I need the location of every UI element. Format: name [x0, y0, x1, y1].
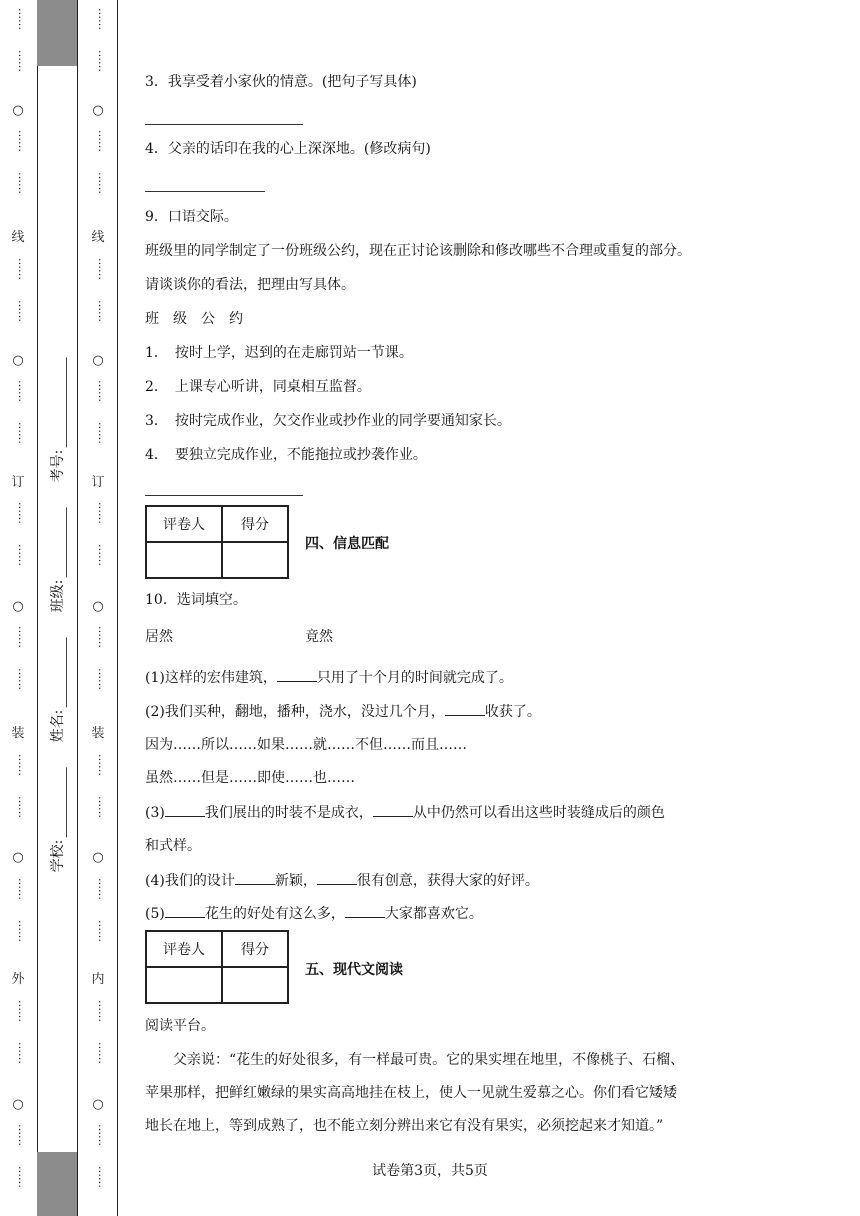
fill-blank[interactable] [165, 903, 205, 918]
pact-item-4: 4． 要独立完成作业，不能拖拉或抄袭作业。 [145, 447, 427, 463]
section-5-title: 五、现代文阅读 [305, 962, 403, 978]
fill-blank[interactable] [373, 802, 413, 817]
sentence-text: 新颖， [274, 873, 317, 889]
dots: …… [96, 1000, 109, 1022]
question-4: 4．父亲的话印在我的心上深深地。(修改病句) [145, 141, 431, 157]
outer-cut-column [8, 0, 28, 1216]
circle-mark: ○ [92, 850, 104, 865]
inner-cut-column [88, 0, 108, 1216]
conjunction-options-1: 因为……所以……如果……就……不但……而且…… [145, 737, 467, 753]
sentence-text: (2)我们买种，翻地，播种，浇水，没过几个月， [145, 704, 445, 720]
binding-line-outer-left [37, 0, 38, 1216]
circle-mark: ○ [92, 353, 104, 368]
dots: …… [16, 754, 29, 776]
dots: …… [16, 1124, 29, 1146]
reading-line-1: 父亲说：“花生的好处很多，有一样最可贵。它的果实埋在地里，不像桃子、石榴、 [173, 1052, 685, 1068]
fill-blank[interactable] [235, 870, 275, 885]
sentence-text: 大家都喜欢它。 [384, 906, 483, 922]
dots: …… [96, 920, 109, 942]
dots: …… [16, 1000, 29, 1022]
dots: …… [96, 502, 109, 524]
dots: …… [16, 626, 29, 648]
sentence-4 [145, 870, 539, 891]
exam-no-blank[interactable] [52, 358, 67, 448]
circle-mark: ○ [92, 103, 104, 118]
dots: …… [96, 300, 109, 322]
name-blank[interactable] [52, 638, 67, 708]
score-header: 得分 [222, 931, 288, 967]
dots: …… [16, 172, 29, 194]
dots: …… [16, 920, 29, 942]
question-9-title: 9．口语交际。 [145, 209, 238, 225]
dots: …… [96, 544, 109, 566]
score-cell [222, 542, 288, 578]
dots: …… [96, 50, 109, 72]
dots: …… [96, 422, 109, 444]
circle-mark: ○ [92, 599, 104, 614]
dots: …… [16, 502, 29, 524]
dots: …… [96, 380, 109, 402]
score-box-section-5 [145, 930, 289, 1004]
binding-line-inner [117, 0, 118, 1216]
dots: …… [16, 380, 29, 402]
pact-item-2: 2． 上课专心听讲，同桌相互监督。 [145, 379, 371, 395]
answer-line-q9[interactable] [145, 495, 303, 496]
question-9-para2: 请谈谈你的看法，把理由写具体。 [145, 277, 355, 293]
dots: …… [16, 878, 29, 900]
dots: …… [96, 1166, 109, 1188]
score-box-section-4 [145, 505, 289, 579]
sentence-2 [145, 701, 541, 722]
circle-mark: ○ [12, 850, 24, 865]
sentence-text: (5) [145, 906, 165, 922]
fill-blank[interactable] [345, 903, 385, 918]
sentence-text: (1)这样的宏伟建筑， [145, 670, 277, 686]
circle-mark: ○ [12, 1097, 24, 1112]
class-label: 班级: [50, 579, 66, 613]
dots: …… [96, 796, 109, 818]
dots: …… [16, 258, 29, 280]
grader-cell [146, 542, 222, 578]
binding-gray-band-top [37, 0, 77, 66]
fill-blank[interactable] [317, 870, 357, 885]
sentence-5 [145, 903, 483, 924]
dots: …… [16, 1166, 29, 1188]
grader-cell [146, 967, 222, 1003]
circle-mark: ○ [12, 353, 24, 368]
fill-blank[interactable] [445, 701, 485, 716]
class-blank[interactable] [52, 508, 67, 578]
grader-header: 评卷人 [146, 931, 222, 967]
name-label: 姓名: [50, 709, 66, 743]
answer-line-q3[interactable] [145, 124, 303, 125]
school-blank[interactable] [52, 768, 67, 838]
order-mark: 订 [91, 475, 105, 490]
reading-line-2: 苹果那样，把鲜红嫩绿的果实高高地挂在枝上，使人一见就生爱慕之心。你们看它矮矮 [145, 1085, 677, 1101]
section-4-title: 四、信息匹配 [305, 536, 389, 552]
pact-item-1: 1． 按时上学，迟到的在走廊罚站一节课。 [145, 345, 413, 361]
word-option: 竟然 [305, 629, 333, 645]
dots: …… [96, 1124, 109, 1146]
sentence-text: 花生的好处有这么多， [204, 906, 345, 922]
outer-label: 外 [11, 972, 25, 987]
sentence-text: 从中仍然可以看出这些时装缝成后的颜色 [412, 805, 665, 821]
dots: …… [96, 878, 109, 900]
dots: …… [16, 668, 29, 690]
dots: …… [16, 796, 29, 818]
school-label: 学校: [50, 839, 66, 873]
grader-header: 评卷人 [146, 506, 222, 542]
page-footer: 试卷第3页，共5页 [372, 1163, 488, 1179]
dots: …… [16, 422, 29, 444]
sentence-text: 我们展出的时装不是成衣， [204, 805, 373, 821]
circle-mark: ○ [12, 103, 24, 118]
binding-margin [0, 0, 118, 1216]
exam-no-label: 考号: [50, 449, 66, 483]
dots: …… [96, 258, 109, 280]
sentence-text: (4)我们的设计 [145, 873, 235, 889]
conjunction-options-2: 虽然……但是……即使……也…… [145, 770, 355, 786]
line-mark: 线 [91, 230, 105, 245]
sentence-text: 只用了十个月的时间就完成了。 [316, 670, 513, 686]
dots: …… [96, 172, 109, 194]
sentence-1 [145, 667, 513, 688]
word-option: 居然 [145, 629, 173, 645]
bind-mark: 装 [11, 726, 25, 741]
fill-blank[interactable] [165, 802, 205, 817]
sentence-3 [145, 802, 665, 823]
dots: …… [96, 1042, 109, 1064]
sentence-text: (3) [145, 805, 165, 821]
question-3: 3．我享受着小家伙的情意。(把句子写具体) [145, 74, 417, 90]
dots: …… [96, 626, 109, 648]
sentence-3-cont: 和式样。 [145, 838, 201, 854]
line-mark: 线 [11, 230, 25, 245]
question-10-title: 10．选词填空。 [145, 592, 247, 608]
sentence-text: 收获了。 [484, 704, 541, 720]
fill-blank[interactable] [277, 667, 317, 682]
dots: …… [16, 8, 29, 30]
inner-label: 内 [91, 972, 105, 987]
answer-line-q4[interactable] [145, 191, 265, 192]
word-options-1 [145, 627, 333, 647]
sentence-text: 很有创意，获得大家的好评。 [356, 873, 539, 889]
dots: …… [96, 754, 109, 776]
dots: …… [16, 544, 29, 566]
score-cell [222, 967, 288, 1003]
dots: …… [16, 50, 29, 72]
reading-intro: 阅读平台。 [145, 1018, 215, 1034]
dots: …… [16, 130, 29, 152]
dots: …… [96, 8, 109, 30]
binding-line-outer-right [77, 0, 78, 1216]
dots: …… [16, 1042, 29, 1064]
order-mark: 订 [11, 475, 25, 490]
circle-mark: ○ [12, 599, 24, 614]
dots: …… [96, 668, 109, 690]
dots: …… [16, 300, 29, 322]
circle-mark: ○ [92, 1097, 104, 1112]
bind-mark: 装 [91, 726, 105, 741]
pact-item-3: 3． 按时完成作业，欠交作业或抄作业的同学要通知家长。 [145, 413, 511, 429]
class-pact-heading: 班 级 公 约 [145, 311, 243, 327]
question-9-para1: 班级里的同学制定了一份班级公约，现在正讨论该删除和修改哪些不合理或重复的部分。 [145, 243, 691, 259]
dots: …… [96, 130, 109, 152]
reading-line-3: 地长在地上，等到成熟了，也不能立刻分辨出来它有没有果实，必须挖起来才知道。” [145, 1118, 664, 1134]
score-header: 得分 [222, 506, 288, 542]
